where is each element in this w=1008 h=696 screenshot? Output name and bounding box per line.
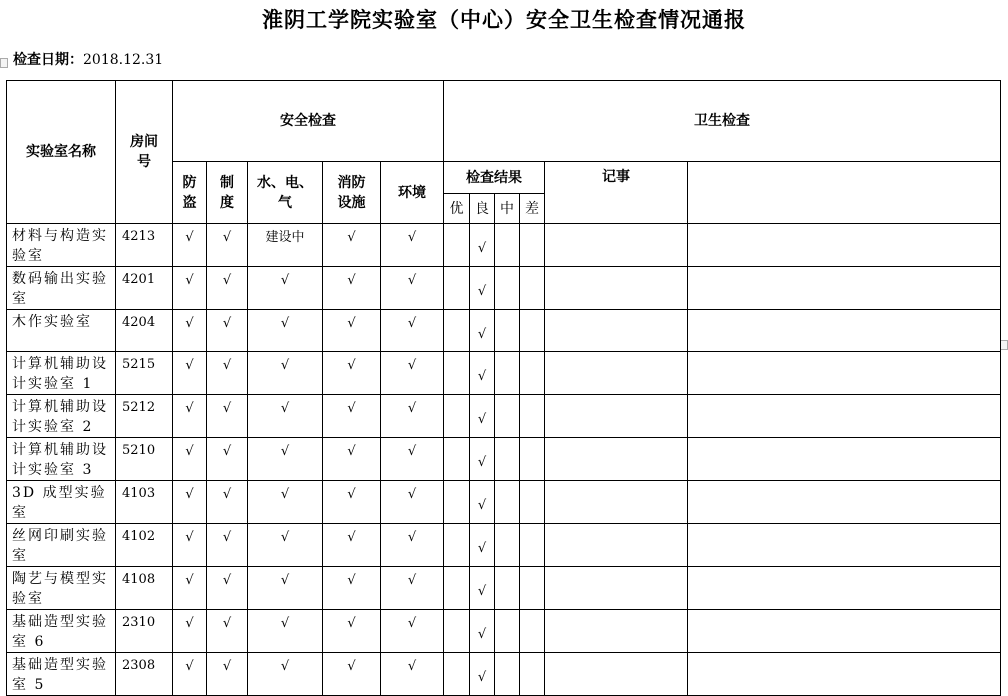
fire-facilities-cell: √ (323, 352, 381, 395)
fire-facilities-cell: √ (323, 224, 381, 267)
header-safety-check: 安全检查 (173, 81, 444, 162)
notes-cell (545, 524, 688, 567)
poor-cell (520, 224, 545, 267)
medium-cell (495, 524, 520, 567)
table-body (7, 224, 1001, 696)
resize-handle-right[interactable] (1000, 340, 1008, 350)
room-number-cell: 4108 (116, 567, 173, 610)
notes-cell (545, 438, 688, 481)
table-row (7, 524, 1001, 567)
rectification-header-blank (688, 162, 1001, 224)
room-number-cell: 5210 (116, 438, 173, 481)
poor-cell (520, 481, 545, 524)
environment-cell: √ (381, 224, 444, 267)
fire-facilities-cell: √ (323, 310, 381, 352)
rectification-cell (688, 567, 1001, 610)
system-cell: √ (207, 267, 248, 310)
good-cell: √ (470, 224, 495, 267)
anti-theft-cell: √ (173, 610, 207, 653)
table-row (7, 395, 1001, 438)
lab-name-cell: 计算机辅助设计实验室 2 (7, 395, 116, 438)
lab-name-cell: 基础造型实验室 6 (7, 610, 116, 653)
excellent-cell (444, 524, 470, 567)
notes-cell (545, 395, 688, 438)
excellent-cell (444, 267, 470, 310)
medium-cell (495, 310, 520, 352)
excellent-cell (444, 224, 470, 267)
date-label: 检查日期： (13, 52, 83, 68)
rectification-cell (688, 481, 1001, 524)
excellent-cell (444, 310, 470, 352)
poor-cell (520, 438, 545, 481)
header-excellent: 优 (444, 194, 470, 224)
water-electric-gas-cell: √ (248, 267, 323, 310)
resize-handle-left[interactable] (0, 58, 8, 68)
notes-cell (545, 352, 688, 395)
water-electric-gas-cell: √ (248, 395, 323, 438)
system-cell: √ (207, 224, 248, 267)
medium-cell (495, 610, 520, 653)
header-system: 制度 (207, 162, 248, 224)
inspection-date (13, 49, 163, 69)
fire-facilities-cell: √ (323, 610, 381, 653)
environment-cell: √ (381, 438, 444, 481)
excellent-cell (444, 352, 470, 395)
rectification-cell (688, 310, 1001, 352)
system-cell: √ (207, 395, 248, 438)
environment-cell: √ (381, 352, 444, 395)
room-number-cell: 2308 (116, 653, 173, 696)
excellent-cell (444, 610, 470, 653)
fire-facilities-cell: √ (323, 481, 381, 524)
system-cell: √ (207, 610, 248, 653)
anti-theft-cell: √ (173, 310, 207, 352)
environment-cell: √ (381, 610, 444, 653)
medium-cell (495, 567, 520, 610)
poor-cell (520, 567, 545, 610)
fire-facilities-cell: √ (323, 438, 381, 481)
rectification-cell (688, 438, 1001, 481)
header-good: 良 (470, 194, 495, 224)
lab-name-cell: 数码输出实验室 (7, 267, 116, 310)
poor-cell (520, 653, 545, 696)
anti-theft-cell: √ (173, 567, 207, 610)
good-cell: √ (470, 653, 495, 696)
table-row (7, 481, 1001, 524)
header-anti-theft: 防盗 (173, 162, 207, 224)
fire-facilities-cell: √ (323, 567, 381, 610)
fire-facilities-cell: √ (323, 524, 381, 567)
poor-cell (520, 310, 545, 352)
poor-cell (520, 524, 545, 567)
good-cell: √ (470, 352, 495, 395)
table-row (7, 267, 1001, 310)
lab-name-cell: 丝网印刷实验室 (7, 524, 116, 567)
header-environment: 环境 (381, 162, 444, 224)
anti-theft-cell: √ (173, 653, 207, 696)
anti-theft-cell: √ (173, 224, 207, 267)
room-number-cell: 4213 (116, 224, 173, 267)
lab-name-cell: 计算机辅助设计实验室 3 (7, 438, 116, 481)
header-lab-name: 实验室名称 (7, 81, 116, 224)
header-water-electric-gas: 水、电、气 (248, 162, 323, 224)
environment-cell: √ (381, 267, 444, 310)
header-medium: 中 (495, 194, 520, 224)
water-electric-gas-cell: 建设中 (248, 224, 323, 267)
table-row (7, 310, 1001, 352)
system-cell: √ (207, 653, 248, 696)
room-number-cell: 2310 (116, 610, 173, 653)
excellent-cell (444, 481, 470, 524)
rectification-cell (688, 653, 1001, 696)
system-cell: √ (207, 438, 248, 481)
system-cell: √ (207, 567, 248, 610)
fire-facilities-cell: √ (323, 653, 381, 696)
room-number-cell: 4204 (116, 310, 173, 352)
excellent-cell (444, 438, 470, 481)
anti-theft-cell: √ (173, 524, 207, 567)
good-cell: √ (470, 310, 495, 352)
anti-theft-cell: √ (173, 438, 207, 481)
table-row (7, 352, 1001, 395)
lab-name-cell: 木作实验室 (7, 310, 116, 352)
medium-cell (495, 395, 520, 438)
rectification-cell (688, 395, 1001, 438)
rectification-cell (688, 352, 1001, 395)
room-number-cell: 5215 (116, 352, 173, 395)
notes-cell (545, 610, 688, 653)
good-cell: √ (470, 395, 495, 438)
environment-cell: √ (381, 524, 444, 567)
system-cell: √ (207, 352, 248, 395)
poor-cell (520, 610, 545, 653)
anti-theft-cell: √ (173, 395, 207, 438)
table-row (7, 224, 1001, 267)
water-electric-gas-cell: √ (248, 567, 323, 610)
excellent-cell (444, 395, 470, 438)
environment-cell: √ (381, 310, 444, 352)
room-number-cell: 4102 (116, 524, 173, 567)
notes-cell (545, 481, 688, 524)
table-row (7, 567, 1001, 610)
water-electric-gas-cell: √ (248, 524, 323, 567)
rectification-cell (688, 524, 1001, 567)
system-cell: √ (207, 481, 248, 524)
system-cell: √ (207, 524, 248, 567)
excellent-cell (444, 567, 470, 610)
good-cell: √ (470, 438, 495, 481)
fire-facilities-cell: √ (323, 395, 381, 438)
good-cell: √ (470, 567, 495, 610)
notes-cell (545, 653, 688, 696)
table-row (7, 438, 1001, 481)
rectification-cell (688, 224, 1001, 267)
medium-cell (495, 267, 520, 310)
environment-cell: √ (381, 395, 444, 438)
good-cell: √ (470, 610, 495, 653)
header-room-no: 房间号 (116, 81, 173, 224)
lab-name-cell: 3D 成型实验室 (7, 481, 116, 524)
water-electric-gas-cell: √ (248, 610, 323, 653)
anti-theft-cell: √ (173, 481, 207, 524)
room-number-cell: 4201 (116, 267, 173, 310)
environment-cell: √ (381, 653, 444, 696)
header-fire-facilities: 消防设施 (323, 162, 381, 224)
notes-cell (545, 267, 688, 310)
water-electric-gas-cell: √ (248, 310, 323, 352)
room-number-cell: 4103 (116, 481, 173, 524)
medium-cell (495, 352, 520, 395)
rectification-cell (688, 267, 1001, 310)
lab-name-cell: 材料与构造实验室 (7, 224, 116, 267)
date-value: 2018.12.31 (83, 52, 164, 68)
lab-name-cell: 陶艺与模型实验室 (7, 567, 116, 610)
header-notes: 记事 (545, 162, 688, 224)
good-cell: √ (470, 267, 495, 310)
fire-facilities-cell: √ (323, 267, 381, 310)
header-hygiene-check: 卫生检查 (444, 81, 1001, 162)
poor-cell (520, 267, 545, 310)
environment-cell: √ (381, 567, 444, 610)
lab-name-cell: 基础造型实验室 5 (7, 653, 116, 696)
good-cell: √ (470, 481, 495, 524)
water-electric-gas-cell: √ (248, 438, 323, 481)
good-cell: √ (470, 524, 495, 567)
medium-cell (495, 438, 520, 481)
poor-cell (520, 395, 545, 438)
system-cell: √ (207, 310, 248, 352)
notes-cell (545, 224, 688, 267)
room-number-cell: 5212 (116, 395, 173, 438)
header-poor: 差 (520, 194, 545, 224)
medium-cell (495, 224, 520, 267)
medium-cell (495, 481, 520, 524)
poor-cell (520, 352, 545, 395)
environment-cell: √ (381, 481, 444, 524)
water-electric-gas-cell: √ (248, 352, 323, 395)
rectification-cell (688, 610, 1001, 653)
medium-cell (495, 653, 520, 696)
table-row (7, 610, 1001, 653)
water-electric-gas-cell: √ (248, 481, 323, 524)
excellent-cell (444, 653, 470, 696)
lab-name-cell: 计算机辅助设计实验室 1 (7, 352, 116, 395)
water-electric-gas-cell: √ (248, 653, 323, 696)
notes-cell (545, 310, 688, 352)
notes-cell (545, 567, 688, 610)
header-check-result: 检查结果 (444, 162, 545, 194)
anti-theft-cell: √ (173, 267, 207, 310)
table-row (7, 653, 1001, 696)
anti-theft-cell: √ (173, 352, 207, 395)
document-title: 淮阴工学院实验室（中心）安全卫生检查情况通报 (262, 7, 746, 32)
inspection-table (6, 80, 1001, 696)
